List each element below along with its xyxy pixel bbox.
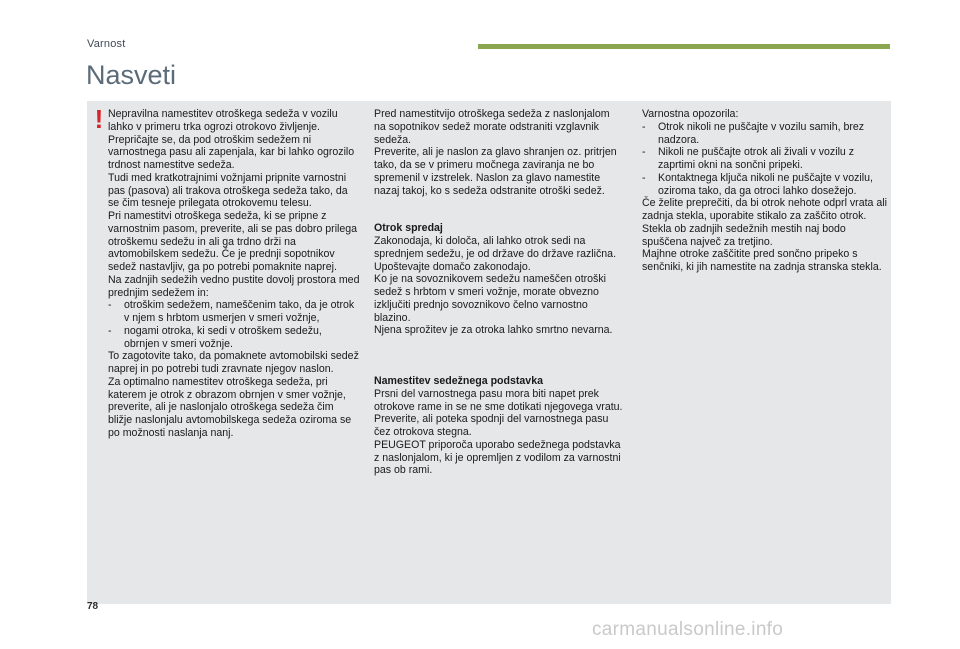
paragraph: Nepravilna namestitev otroškega sedeža v vozilu lahko v primeru trka ogrozi otrokovo življenje. (108, 108, 338, 133)
bullet-item (108, 299, 360, 325)
paragraph: Prepričajte se, da pod otroškim sedežem ni varnostnega pasu ali zapenjala, kar bi lahko ogrozilo trdnost namestitve sedeža. (108, 133, 355, 171)
bullet-item (642, 146, 887, 172)
bullet-dash: - (108, 324, 112, 337)
page-title: Nasveti (86, 60, 177, 90)
header-accent-bar (478, 44, 890, 49)
paragraph: Preverite, ali poteka spodnji del varnostnega pasu čez otrokova stegna. (374, 413, 609, 438)
bullet-item (642, 121, 887, 147)
paragraph: Pri namestitvi otroškega sedeža, ki se pripne z varnostnim pasom, preverite, ali se pas dobro prilega otroškemu sedežu in ali ga trdno drži na avtomobilskem sedežu. Če je prednji sopotnikov sedež nastavljiv, ga po potrebi pomaknite naprej. (108, 210, 358, 273)
subheading: Otrok spredaj (374, 222, 443, 235)
bullet-item (642, 172, 887, 198)
warning-icon: ! (94, 104, 104, 134)
column-2 (374, 108, 624, 477)
spacer (374, 197, 624, 222)
paragraph: PEUGEOT priporoča uporabo sedežnega podstavka z naslonjalom, ki je opremljen z vodilom za varnostni pas ob rami. (374, 438, 621, 477)
section-label: Varnost (87, 38, 126, 50)
paragraph: Prsni del varnostnega pasu mora biti napet prek otrokove rame in se ne sme dotikati njegovega vratu. (374, 387, 623, 413)
bullet-text: nogami otroka, ki sedi v otroškem sedežu, obrnjen v smeri vožnje. (124, 324, 322, 350)
paragraph: Pred namestitvijo otroškega sedeža z naslonjalom na sopotnikov sedež morate odstraniti vzglavnik sedeža. (374, 108, 610, 146)
bullet-dash: - (642, 120, 646, 133)
bullet-dash: - (642, 146, 646, 159)
watermark[interactable]: carmanualsonline.info (592, 619, 784, 640)
column-3 (642, 108, 887, 274)
bullet-text: Kontaktnega ključa nikoli ne puščajte v vozilu, oziroma tako, da ga otroci lahko dosežejo. (658, 171, 873, 197)
paragraph: Če želite preprečiti, da bi otrok nehote odprl vrata ali zadnja stekla, uporabite stikalo za zaščito otrok. (642, 197, 887, 222)
column-1 (108, 108, 360, 440)
paragraph: Varnostna opozorila: (642, 108, 739, 120)
bullet-text: Nikoli ne puščajte otrok ali živali v vozilu z zaprtimi okni na sončni pripeki. (658, 146, 855, 171)
paragraph: Njena sprožitev je za otroka lahko smrtno nevarna. (374, 324, 613, 337)
spacer (374, 337, 624, 375)
bullet-dash: - (108, 299, 112, 312)
paragraph: Ko je na sovoznikovem sedežu nameščen otroški sedež s hrbtom v smeri vožnje, morate obvezno izključiti prednjo sovoznikovo čelno varnostno blazino. (374, 273, 607, 324)
paragraph: Preverite, ali je naslon za glavo shranjen oz. pritrjen tako, da se v primeru močnega zaviranja ne bo spremenil v izstrelek. Naslon za glavo namestite nazaj takoj, ko s sedeža odstranite otroški sedež. (374, 146, 617, 197)
paragraph: Majhne otroke zaščitite pred sončno pripeko s senčniki, ki jih namestite na zadnja stranska stekla. (642, 248, 882, 273)
paragraph: To zagotovite tako, da pomaknete avtomobilski sedež naprej in po potrebi tudi zravnate njegov naslon. (108, 350, 359, 375)
bullet-text: otroškim sedežem, nameščenim tako, da je otrok v njem s hrbtom usmerjen v smeri vožnje, (124, 299, 355, 324)
subheading: Namestitev sedežnega podstavka (374, 375, 543, 387)
bullet-item (108, 325, 360, 351)
page-number: 78 (87, 601, 99, 612)
paragraph: Na zadnjih sedežih vedno pustite dovolj prostora med prednjim sedežem in: (108, 273, 360, 299)
bullet-dash: - (642, 171, 646, 184)
paragraph: Za optimalno namestitev otroškega sedeža, pri katerem je otrok z obrazom obrnjen v smer vožnje, preverite, ali je naslonjalo otroškega sedeža čim bližje naslonjalu avtomobilskega sedeža oziroma se po možnosti naslanja nanj. (108, 375, 352, 439)
paragraph: Zakonodaja, ki določa, ali lahko otrok sedi na sprednjem sedežu, je od države do države različna. Upoštevajte domačo zakonodajo. (374, 235, 617, 273)
paragraph: Stekla ob zadnjih sedežnih mestih naj bodo spuščena največ za tretjino. (642, 222, 846, 248)
bullet-text: Otrok nikoli ne puščajte v vozilu samih, brez nadzora. (658, 120, 865, 146)
paragraph: Tudi med kratkotrajnimi vožnjami pripnite varnostni pas (pasova) ali trakova otroškega sedeža tako, da se čim tesneje prilegata otrokovemu telesu. (108, 171, 348, 210)
